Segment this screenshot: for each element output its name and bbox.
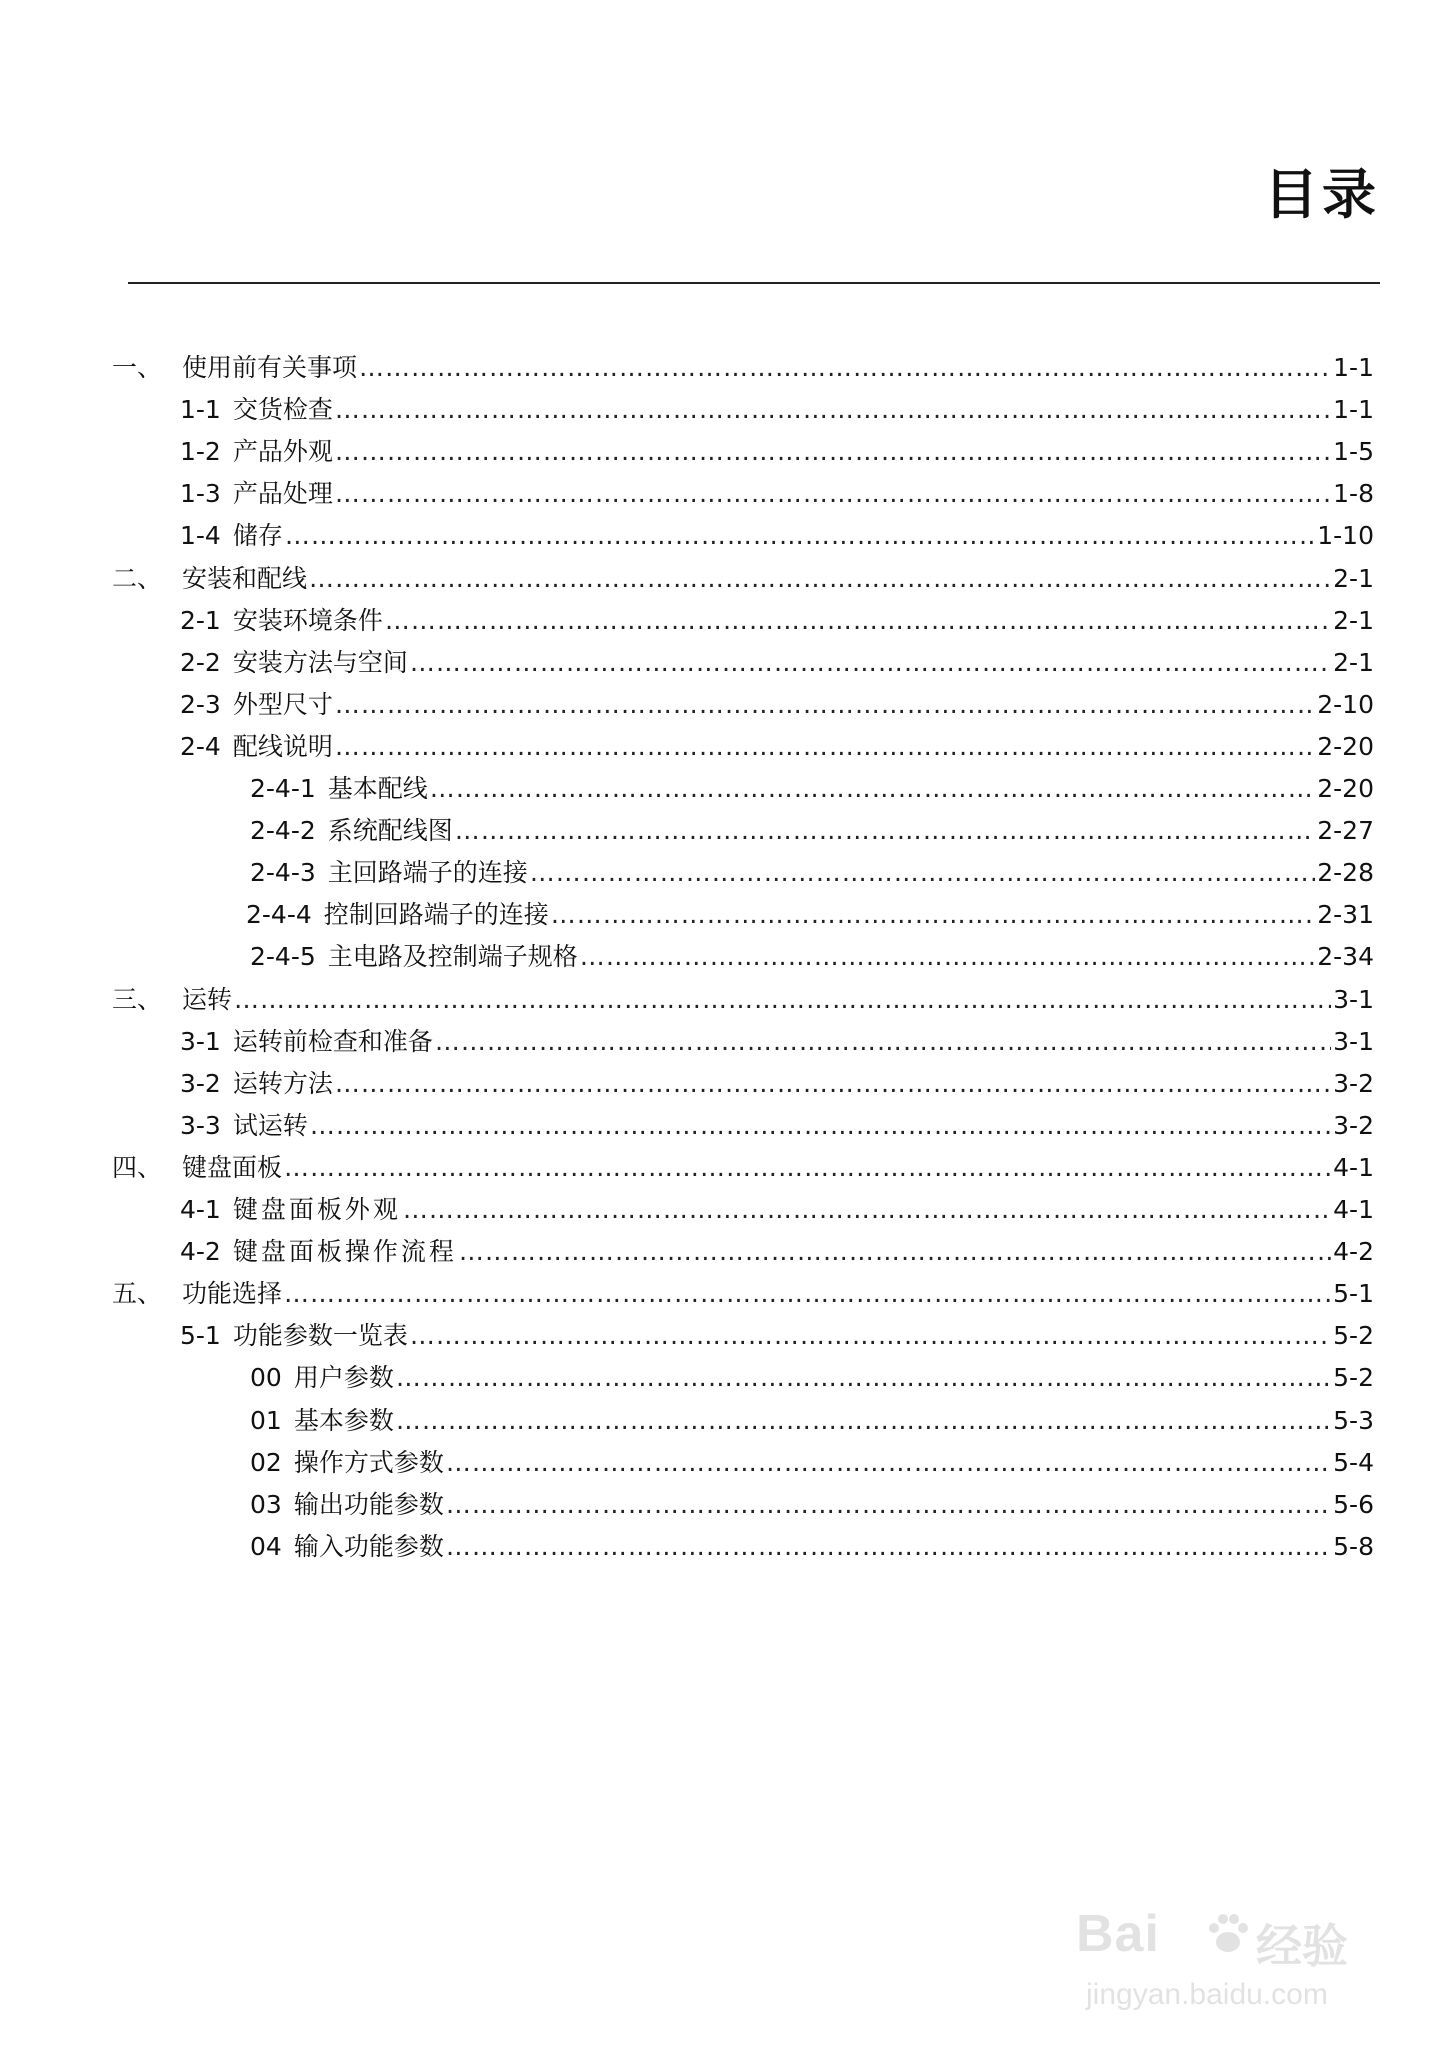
toc-entry-page: 5-8 [1333,1532,1374,1561]
toc-entry-title: 基本参数 [293,1406,394,1435]
toc-leader-dots [234,980,1331,1020]
toc-entry-number: 1-3 [180,479,221,508]
toc-entry-title: 操作方式参数 [293,1448,444,1477]
toc-leader-dots [284,1148,1331,1188]
toc-entry-page: 1-1 [1333,353,1374,382]
toc-entry[interactable] [250,853,1374,893]
toc-entry[interactable] [250,769,1374,809]
toc-entry[interactable] [180,1064,1374,1104]
toc-entry[interactable] [180,643,1374,683]
toc-entry-number: 四、 [112,1153,163,1182]
toc-entry-page: 2-31 [1317,900,1374,929]
toc-entry[interactable] [112,1274,1374,1314]
toc-entry-page: 1-5 [1333,437,1374,466]
toc-entry-title: 键盘面板 [182,1153,283,1182]
page-title: 目录 [1264,163,1380,226]
toc-entry-page: 5-2 [1333,1321,1374,1350]
toc-entry-title: 产品外观 [232,437,333,466]
toc-entry-title: 键盘面板操作流程 [232,1237,457,1266]
toc-entry-page: 4-1 [1333,1195,1374,1224]
toc-entry-number: 三、 [112,985,163,1014]
toc-entry-title: 安装方法与空间 [232,648,408,677]
toc-leader-dots [446,1527,1331,1567]
toc-leader-dots [396,1358,1331,1398]
toc-entry[interactable] [250,1443,1374,1483]
toc-entry-page: 3-1 [1333,1027,1374,1056]
toc-entry-page: 5-4 [1333,1448,1374,1477]
toc-leader-dots [403,1190,1331,1230]
toc-entry[interactable] [180,390,1374,430]
toc-entry[interactable] [250,1401,1374,1441]
toc-entry-page: 5-2 [1333,1363,1374,1392]
toc-entry-number: 2-4-3 [250,858,316,887]
toc-leader-dots [396,1401,1331,1441]
toc-entry-title: 安装环境条件 [232,606,383,635]
toc-entry-title: 功能参数一览表 [232,1321,408,1350]
toc-entry[interactable] [180,1232,1374,1272]
toc-entry-title: 运转前检查和准备 [232,1027,433,1056]
toc-entry-title: 交货检查 [232,395,333,424]
toc-entry-title: 功能选择 [182,1279,283,1308]
toc-entry[interactable] [250,1527,1374,1567]
toc-entry-title: 输出功能参数 [293,1490,444,1519]
toc-leader-dots [335,727,1315,767]
toc-leader-dots [430,769,1315,809]
toc-entry-title: 安装和配线 [182,564,308,593]
toc-entry-title: 使用前有关事项 [182,353,358,382]
toc-entry-number: 1-4 [180,521,221,550]
toc-entry-number: 01 [250,1406,282,1435]
toc-entry[interactable] [250,811,1374,851]
toc-entry-title: 试运转 [232,1111,308,1140]
toc-leader-dots [435,1022,1331,1062]
toc-entry-page: 1-1 [1333,395,1374,424]
toc-entry-number: 02 [250,1448,282,1477]
title-rule [128,282,1380,284]
toc-entry-title: 控制回路端子的连接 [323,900,549,929]
toc-leader-dots [446,1485,1331,1525]
toc-leader-dots [335,474,1331,514]
toc-entry[interactable] [180,685,1374,725]
toc-entry[interactable] [180,1106,1374,1146]
watermark-logo-suffix: 经验 [1256,1919,1348,1973]
toc-entry-title: 主回路端子的连接 [327,858,528,887]
toc-entry-page: 2-20 [1317,774,1374,803]
toc-leader-dots [410,643,1331,683]
toc-entry-number: 4-2 [180,1237,221,1266]
toc-entry-title: 配线说明 [232,732,333,761]
toc-entry-page: 4-1 [1333,1153,1374,1182]
paw-icon [1204,1910,1252,1958]
toc-leader-dots [285,516,1315,556]
toc-entry-number: 2-4-5 [250,942,316,971]
toc-entry-page: 1-8 [1333,479,1374,508]
toc-leader-dots [335,432,1331,472]
toc-entry-number: 2-4-2 [250,816,316,845]
toc-entry-number: 00 [250,1363,282,1392]
toc-entry-page: 1-10 [1317,521,1374,550]
toc-entry-page: 2-1 [1333,606,1374,635]
toc-entry-title: 用户参数 [293,1363,394,1392]
toc-entry-page: 3-1 [1333,985,1374,1014]
toc-entry-page: 2-34 [1317,942,1374,971]
toc-entry-page: 5-1 [1333,1279,1374,1308]
toc-entry-number: 五、 [112,1279,163,1308]
toc-entry-title: 主电路及控制端子规格 [327,942,578,971]
toc-entry-number: 2-3 [180,690,221,719]
toc-leader-dots [335,390,1331,430]
toc-entry-number: 1-2 [180,437,221,466]
toc-leader-dots [385,601,1331,641]
toc-entry-number: 1-1 [180,395,221,424]
toc-entry-title: 输入功能参数 [293,1532,444,1561]
toc-entry[interactable] [180,601,1374,641]
toc-entry-page: 5-3 [1333,1406,1374,1435]
toc-entry-title: 基本配线 [327,774,428,803]
toc-entry-page: 2-28 [1317,858,1374,887]
toc-entry[interactable] [112,980,1374,1020]
toc-entry-number: 2-4-1 [250,774,316,803]
toc-entry[interactable] [246,895,1374,935]
toc-entry[interactable] [250,1358,1374,1398]
toc-entry-page: 2-1 [1333,648,1374,677]
toc-leader-dots [459,1232,1331,1272]
toc-leader-dots [455,811,1315,851]
toc-entry[interactable] [112,1148,1374,1188]
toc-entry[interactable] [180,1316,1374,1356]
watermark-url: jingyan.baidu.com [1086,1978,1328,2011]
toc-leader-dots [335,1064,1331,1104]
toc-entry-title: 键盘面板外观 [232,1195,401,1224]
baidu-jingyan-watermark [1076,1904,1376,2024]
toc-entry-number: 2-4 [180,732,221,761]
toc-entry-page: 3-2 [1333,1111,1374,1140]
toc-entry-title: 系统配线图 [327,816,453,845]
toc-leader-dots [310,1106,1331,1146]
toc-entry-number: 3-3 [180,1111,221,1140]
toc-entry[interactable] [180,1022,1374,1062]
toc-entry-number: 5-1 [180,1321,221,1350]
watermark-logo-text: Bai [1076,1905,1160,1963]
toc-entry[interactable] [180,727,1374,767]
toc-leader-dots [530,853,1315,893]
toc-entry[interactable] [250,937,1374,977]
toc-leader-dots [284,1274,1331,1314]
toc-entry-page: 2-10 [1317,690,1374,719]
toc-entry-page: 2-27 [1317,816,1374,845]
toc-entry-page: 2-20 [1317,732,1374,761]
toc-entry-page: 5-6 [1333,1490,1374,1519]
toc-entry[interactable] [112,348,1374,388]
toc-entry-number: 二、 [112,564,163,593]
toc-entry-number: 04 [250,1532,282,1561]
toc-entry[interactable] [180,474,1374,514]
toc-entry[interactable] [180,1190,1374,1230]
toc-entry[interactable] [180,432,1374,472]
toc-entry-page: 3-2 [1333,1069,1374,1098]
toc-leader-dots [551,895,1315,935]
toc-entry-title: 运转方法 [232,1069,333,1098]
toc-leader-dots [580,937,1315,977]
toc-entry-title: 产品处理 [232,479,333,508]
toc-entry-title: 外型尺寸 [232,690,333,719]
toc-leader-dots [309,559,1331,599]
toc-entry-number: 2-4-4 [246,900,312,929]
toc-leader-dots [335,685,1315,725]
toc-entry-page: 2-1 [1333,564,1374,593]
toc-entry-number: 一、 [112,353,163,382]
toc-entry[interactable] [180,516,1374,556]
toc-entry-number: 03 [250,1490,282,1519]
toc-entry[interactable] [250,1485,1374,1525]
toc-entry-number: 4-1 [180,1195,221,1224]
toc-entry[interactable] [112,559,1374,599]
toc-entry-number: 3-1 [180,1027,221,1056]
toc-entry-page: 4-2 [1333,1237,1374,1266]
toc-entry-title: 储存 [232,521,283,550]
toc-leader-dots [410,1316,1331,1356]
toc-entry-number: 2-1 [180,606,221,635]
toc-entry-title: 运转 [182,985,233,1014]
toc-leader-dots [446,1443,1331,1483]
toc-entry-number: 3-2 [180,1069,221,1098]
toc-leader-dots [359,348,1331,388]
toc-entry-number: 2-2 [180,648,221,677]
